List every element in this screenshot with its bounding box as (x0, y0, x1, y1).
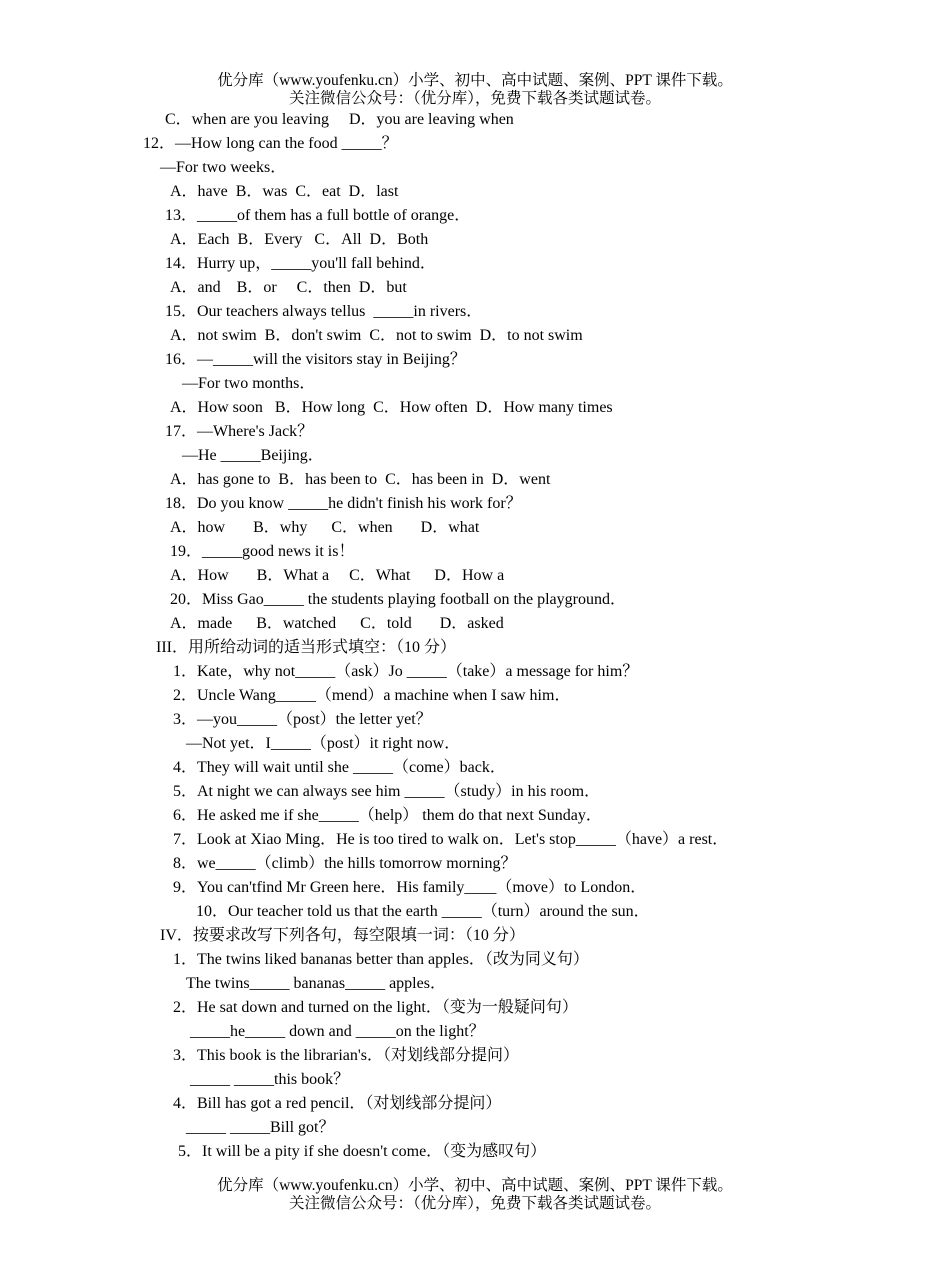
question-20: 20．Miss Gao_____ the students playing football on the playground． (170, 591, 626, 608)
question-16: 16．—_____will the visitors stay in Beijing？ (165, 351, 466, 368)
section-iii-item-9: 9．You can'tfind Mr Green here．His family____（move）to London． (173, 879, 647, 896)
section-iii-item-6: 6．He asked me if she_____（help） them do that next Sunday． (173, 807, 602, 824)
section-iii-item-5: 5．At night we can always see him _____（study）in his room． (173, 783, 601, 800)
section-iii-heading: III．用所给动词的适当形式填空：（10 分） (156, 639, 456, 656)
question-18: 18．Do you know _____he didn't finish his work for？ (165, 495, 522, 512)
question-14: 14．Hurry up，_____you'll fall behind． (165, 255, 436, 272)
section-iv-item-3-answer: _____ _____this book？ (190, 1071, 350, 1088)
page-footer-line-1: 优分库（www.youfenku.cn）小学、初中、高中试题、案例、PPT 课件下载。 (217, 1177, 733, 1194)
section-iii-item-4: 4．They will wait until she _____（come）back． (173, 759, 506, 776)
option-line-11: C．when are you leaving D．you are leaving when (165, 111, 514, 128)
answer-line-12: —For two weeks． (160, 159, 287, 176)
section-iii-item-2: 2．Uncle Wang_____（mend）a machine when I saw him． (173, 687, 571, 704)
page-footer-line-2: 关注微信公众号：（优分库），免费下载各类试题试卷。 (288, 1195, 661, 1212)
answer-line-16: —For two months． (182, 375, 316, 392)
question-12: 12．—How long can the food _____？ (143, 135, 398, 152)
section-iv-item-3: 3．This book is the librarian's．（对划线部分提问） (173, 1047, 519, 1064)
options-17: A．has gone to B．has been to C．has been in D．went (170, 471, 551, 488)
section-iii-item-3: 3．—you_____（post）the letter yet？ (173, 711, 432, 728)
section-iv-item-1-answer: The twins_____ bananas_____ apples． (186, 975, 446, 992)
options-15: A．not swim B．don't swim C．not to swim D．to not swim (170, 327, 583, 344)
section-iii-item-3-answer: —Not yet．I_____（post）it right now． (186, 735, 461, 752)
page-header-line-2: 关注微信公众号：（优分库），免费下载各类试题试卷。 (288, 90, 661, 107)
section-iv-item-4-answer: _____ _____Bill got？ (186, 1119, 335, 1136)
section-iv-item-2: 2．He sat down and turned on the light．（变为一般疑问句） (173, 999, 578, 1016)
section-iv-item-1: 1．The twins liked bananas better than apples．（改为同义句） (173, 951, 589, 968)
section-iii-item-10: 10．Our teacher told us that the earth _____（turn）around the sun． (196, 903, 650, 920)
question-13: 13．_____of them has a full bottle of orange． (165, 207, 471, 224)
section-iv-item-4: 4．Bill has got a red pencil．（对划线部分提问） (173, 1095, 502, 1112)
question-19: 19．_____good news it is！ (170, 543, 355, 560)
section-iv-heading: IV．按要求改写下列各句，每空限填一词：（10 分） (160, 927, 525, 944)
section-iv-item-2-answer: _____he_____ down and _____on the light？ (190, 1023, 485, 1040)
options-20: A．made B．watched C．told D．asked (170, 615, 504, 632)
options-12: A．have B．was C．eat D．last (170, 183, 399, 200)
section-iii-item-7: 7．Look at Xiao Ming．He is too tired to walk on．Let's stop_____（have）a rest． (173, 831, 729, 848)
section-iii-item-1: 1．Kate，why not_____（ask）Jo _____（take）a message for him？ (173, 663, 639, 680)
page-header-line-1: 优分库（www.youfenku.cn）小学、初中、高中试题、案例、PPT 课件下载。 (217, 72, 733, 89)
options-19: A．How B．What a C．What D．How a (170, 567, 505, 584)
options-18: A．how B．why C．when D．what (170, 519, 480, 536)
section-iii-item-8: 8．we_____（climb）the hills tomorrow morning？ (173, 855, 517, 872)
section-iv-item-5: 5．It will be a pity if she doesn't come．（变为感叹句） (178, 1143, 547, 1160)
question-17: 17．—Where's Jack？ (165, 423, 314, 440)
question-15: 15．Our teachers always tellus _____in rivers． (165, 303, 483, 320)
options-16: A．How soon B．How long C．How often D．How many times (170, 399, 613, 416)
options-14: A．and B．or C．then D．but (170, 279, 407, 296)
options-13: A．Each B．Every C．All D．Both (170, 231, 429, 248)
answer-line-17: —He _____Beijing． (182, 447, 324, 464)
